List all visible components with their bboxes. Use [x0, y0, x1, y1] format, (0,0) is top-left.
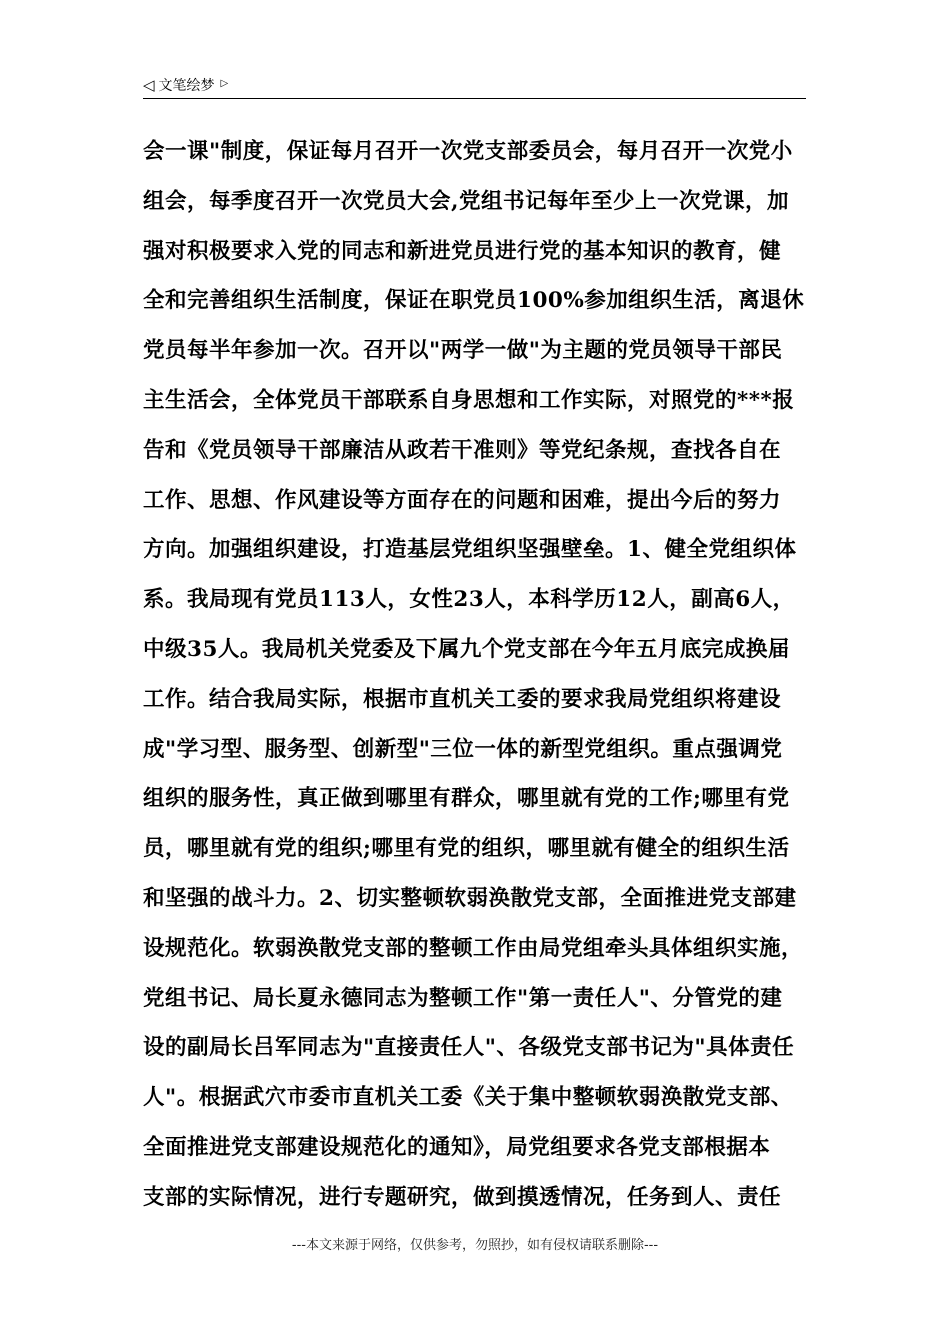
body-line: 设的副局长吕军同志为"直接责任人"、各级党支部书记为"具体责任: [143, 1035, 795, 1061]
body-line: 组织的服务性，真正做到哪里有群众，哪里就有党的工作;哪里有党: [143, 786, 790, 812]
body-line: 告和《党员领导干部廉洁从政若干准则》等党纪条规，查找各自在: [143, 437, 782, 463]
body-line: 方向。加强组织建设，打造基层党组织坚强壁垒。1、健全党组织体: [143, 537, 797, 563]
body-line: 党员每半年参加一次。召开以"两学一做"为主题的党员领导干部民: [143, 338, 783, 364]
body-line: 设规范化。软弱涣散党支部的整顿工作由局党组牵头具体组织实施，: [143, 935, 804, 961]
document-body: [143, 127, 813, 1223]
body-line: 全和完善组织生活制度，保证在职党员100%参加组织生活，离退休: [143, 288, 805, 314]
body-line: 强对积极要求入党的同志和新进党员进行党的基本知识的教育，健: [143, 238, 782, 264]
body-line: 党组书记、局长夏永德同志为整顿工作"第一责任人"、分管党的建: [143, 985, 783, 1011]
body-line: 支部的实际情况，进行专题研究，做到摸透情况，任务到人、责任: [143, 1184, 782, 1210]
body-line: 系。我局现有党员113人，女性23人，本科学历12人，副高6人，: [143, 587, 795, 613]
body-line: 人"。根据武穴市委市直机关工委《关于集中整顿软弱涣散党支部、: [143, 1085, 793, 1111]
body-line: 会一课"制度，保证每月召开一次党支部委员会，每月召开一次党小: [143, 139, 793, 164]
page-header: [143, 70, 806, 99]
triangle-left-outline-icon: ◁: [143, 76, 155, 94]
body-line: 工作。结合我局实际，根据市直机关工委的要求我局党组织将建设: [143, 686, 782, 712]
triangle-right-outline-icon: ▷: [220, 78, 229, 89]
body-line: 中级35人。我局机关党委及下属九个党支部在今年五月底完成换届: [143, 636, 790, 662]
body-line: 成"学习型、服务型、创新型"三位一体的新型党组织。重点强调党: [143, 736, 783, 762]
body-line: 主生活会，全体党员干部联系自身思想和工作实际，对照党的***报: [143, 387, 795, 413]
page-footer: ---本文来源于网络，仅供参考，勿照抄，如有侵权请联系删除---: [291, 1238, 659, 1253]
body-line: 和坚强的战斗力。2、切实整顿软弱涣散党支部，全面推进党支部建: [143, 885, 797, 911]
body-line: 工作、思想、作风建设等方面存在的问题和困难，提出今后的努力: [143, 487, 782, 513]
body-line: 全面推进党支部建设规范化的通知》，局党组要求各党支部根据本: [143, 1134, 771, 1160]
body-line: 员，哪里就有党的组织;哪里有党的组织，哪里就有健全的组织生活: [143, 836, 790, 862]
body-line: 组会，每季度召开一次党员大会,党组书记每年至少上一次党课，加: [143, 188, 789, 214]
header-title: 文笔绘梦: [158, 78, 215, 94]
